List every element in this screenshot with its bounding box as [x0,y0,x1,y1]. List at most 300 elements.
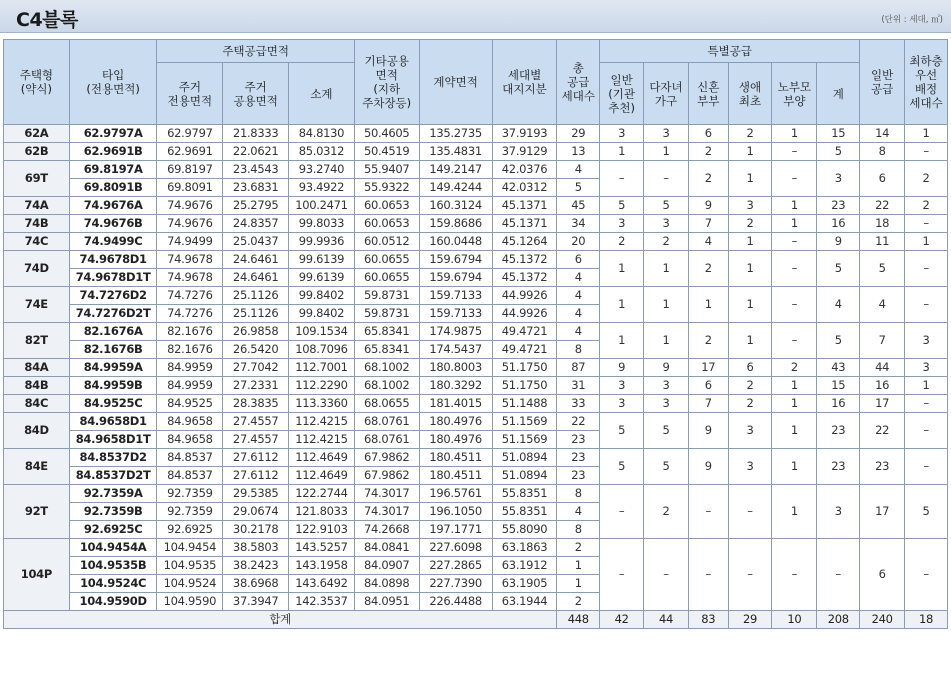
other-common-cell: 55.9322 [354,179,419,197]
sp-sum-cell: 9 [817,233,860,251]
header-private-area: 주거 전용면적 [157,63,223,125]
general-supply-cell: 17 [860,395,905,413]
type-cell: 84.9658D1 [69,413,157,431]
land-share-cell: 42.0312 [492,179,557,197]
sp-elder-cell: – [772,161,817,197]
private-area-cell: 62.9691 [157,143,223,161]
type-cell: 74.9676A [69,197,157,215]
type-cell: 74.7276D2 [69,287,157,305]
other-common-cell: 60.0655 [354,251,419,269]
type-cell: 104.9590D [69,593,157,611]
common-area-cell: 25.0437 [223,233,289,251]
sp-newlywed-cell: 6 [688,125,728,143]
sp-elder-cell: 2 [772,359,817,377]
sp-newlywed-cell: 2 [688,323,728,359]
common-area-cell: 27.4557 [223,413,289,431]
sp-multichild-cell: 1 [644,323,689,359]
other-common-cell: 74.3017 [354,485,419,503]
sp-elder-cell: – [772,251,817,287]
subtotal-cell: 143.5257 [289,539,355,557]
sp-first-home-cell: 1 [728,251,772,287]
sp-sum-cell: 23 [817,413,860,449]
house-type-cell: 84B [4,377,70,395]
sp-newlywed-cell: 9 [688,449,728,485]
sp-sum-cell: 16 [817,395,860,413]
land-share-cell: 45.1264 [492,233,557,251]
contract-area-cell: 180.8003 [419,359,492,377]
subtotal-cell: 99.8402 [289,305,355,323]
supply-count-cell: 33 [557,395,600,413]
sp-multichild-cell: 3 [644,395,689,413]
table-row [4,143,948,161]
sp-first-home-cell: 1 [728,323,772,359]
sp-newlywed-cell: – [688,539,728,611]
top-floor-cell: – [905,215,948,233]
common-area-cell: 28.3835 [223,395,289,413]
sp-general-cell: 1 [600,323,644,359]
sp-general-cell: 3 [600,125,644,143]
total-special-cell: 42 [600,611,644,629]
supply-count-cell: 1 [557,557,600,575]
sp-general-cell: 5 [600,449,644,485]
common-area-cell: 26.9858 [223,323,289,341]
subtotal-cell: 99.9936 [289,233,355,251]
subtotal-cell: 108.7096 [289,341,355,359]
private-area-cell: 82.1676 [157,323,223,341]
other-common-cell: 59.8731 [354,305,419,323]
sp-sum-cell: 3 [817,161,860,197]
private-area-cell: 84.9959 [157,359,223,377]
type-cell: 92.7359A [69,485,157,503]
subtotal-cell: 112.2290 [289,377,355,395]
top-floor-cell: 1 [905,125,948,143]
common-area-cell: 38.6968 [223,575,289,593]
other-common-cell: 68.0655 [354,395,419,413]
land-share-cell: 45.1372 [492,251,557,269]
supply-count-cell: 4 [557,161,600,179]
other-common-cell: 50.4605 [354,125,419,143]
type-cell: 62.9797A [69,125,157,143]
sp-multichild-cell: 3 [644,377,689,395]
common-area-cell: 38.5803 [223,539,289,557]
common-area-cell: 25.1126 [223,287,289,305]
total-label: 합계 [4,611,557,629]
common-area-cell: 24.6461 [223,251,289,269]
supply-count-cell: 34 [557,215,600,233]
supply-count-cell: 2 [557,539,600,557]
sp-multichild-cell: 9 [644,359,689,377]
other-common-cell: 84.0898 [354,575,419,593]
sp-general-cell: 1 [600,143,644,161]
supply-count-cell: 4 [557,323,600,341]
private-area-cell: 74.9676 [157,197,223,215]
general-supply-cell: 17 [860,485,905,539]
total-supply-cell: 448 [557,611,600,629]
private-area-cell: 74.9676 [157,215,223,233]
common-area-cell: 23.6831 [223,179,289,197]
sp-elder-cell: 1 [772,215,817,233]
private-area-cell: 104.9590 [157,593,223,611]
sp-sum-cell: 15 [817,125,860,143]
sp-multichild-cell: 5 [644,413,689,449]
common-area-cell: 26.5420 [223,341,289,359]
sp-general-cell: 9 [600,359,644,377]
total-row [4,611,948,629]
sp-newlywed-cell: 6 [688,377,728,395]
header-general-supply: 일반 공급 [860,40,905,125]
sp-sum-cell: – [817,539,860,611]
general-supply-cell: 22 [860,197,905,215]
sp-general-cell: 5 [600,197,644,215]
contract-area-cell: 196.5761 [419,485,492,503]
header-sp-newlywed: 신혼 부부 [688,63,728,125]
general-supply-cell: 8 [860,143,905,161]
table-row [4,377,948,395]
contract-area-cell: 160.0448 [419,233,492,251]
subtotal-cell: 112.4649 [289,467,355,485]
common-area-cell: 27.6112 [223,449,289,467]
private-area-cell: 84.9658 [157,413,223,431]
header-sp-general: 일반 (기관 추천) [600,63,644,125]
sp-first-home-cell: 1 [728,143,772,161]
other-common-cell: 60.0653 [354,197,419,215]
subtotal-cell: 122.9103 [289,521,355,539]
header-contract-area: 계약면적 [419,40,492,125]
land-share-cell: 51.1488 [492,395,557,413]
sp-sum-cell: 3 [817,485,860,539]
contract-area-cell: 180.4976 [419,431,492,449]
total-special-cell: 10 [772,611,817,629]
sp-multichild-cell: 2 [644,485,689,539]
table-row [4,233,948,251]
sp-general-cell: – [600,161,644,197]
sp-multichild-cell: 1 [644,143,689,161]
type-cell: 84.9959B [69,377,157,395]
sp-first-home-cell: 1 [728,287,772,323]
sp-general-cell: 1 [600,251,644,287]
subtotal-cell: 142.3537 [289,593,355,611]
top-floor-cell: 3 [905,323,948,359]
sp-first-home-cell: 3 [728,449,772,485]
general-supply-cell: 23 [860,449,905,485]
top-floor-cell: 1 [905,233,948,251]
type-cell: 69.8197A [69,161,157,179]
contract-area-cell: 159.6794 [419,251,492,269]
house-type-cell: 74B [4,215,70,233]
private-area-cell: 74.7276 [157,305,223,323]
table-row [4,395,948,413]
header-type: 타입 (전용면적) [69,40,157,125]
common-area-cell: 30.2178 [223,521,289,539]
general-supply-cell: 16 [860,377,905,395]
table-row [4,125,948,143]
private-area-cell: 92.7359 [157,503,223,521]
top-floor-cell: 2 [905,161,948,197]
common-area-cell: 29.5385 [223,485,289,503]
contract-area-cell: 180.4511 [419,449,492,467]
sp-newlywed-cell: 2 [688,143,728,161]
sp-newlywed-cell: 4 [688,233,728,251]
table-row [4,197,948,215]
sp-elder-cell: – [772,323,817,359]
total-top-floor-cell: 18 [905,611,948,629]
common-area-cell: 24.8357 [223,215,289,233]
table-row [4,485,948,503]
sp-general-cell: 3 [600,377,644,395]
header-supply-area: 주택공급면적 [157,40,354,63]
land-share-cell: 49.4721 [492,341,557,359]
land-share-cell: 44.9926 [492,287,557,305]
private-area-cell: 74.9499 [157,233,223,251]
land-share-cell: 51.0894 [492,449,557,467]
other-common-cell: 67.9862 [354,467,419,485]
supply-count-cell: 6 [557,251,600,269]
supply-count-cell: 5 [557,179,600,197]
subtotal-cell: 93.4922 [289,179,355,197]
sp-general-cell: – [600,485,644,539]
sp-sum-cell: 4 [817,287,860,323]
type-cell: 104.9524C [69,575,157,593]
type-cell: 74.7276D2T [69,305,157,323]
private-area-cell: 92.7359 [157,485,223,503]
house-type-cell: 84C [4,395,70,413]
land-share-cell: 51.1569 [492,413,557,431]
other-common-cell: 60.0653 [354,215,419,233]
sp-first-home-cell: 3 [728,413,772,449]
land-share-cell: 42.0376 [492,161,557,179]
sp-multichild-cell: 1 [644,251,689,287]
sp-elder-cell: 1 [772,449,817,485]
sp-newlywed-cell: 2 [688,251,728,287]
header-land-share: 세대별 대지지분 [492,40,557,125]
private-area-cell: 84.9525 [157,395,223,413]
other-common-cell: 50.4519 [354,143,419,161]
common-area-cell: 24.6461 [223,269,289,287]
other-common-cell: 74.3017 [354,503,419,521]
land-share-cell: 45.1371 [492,197,557,215]
header-subtotal: 소계 [289,63,355,125]
sp-sum-cell: 5 [817,323,860,359]
other-common-cell: 60.0655 [354,269,419,287]
sp-multichild-cell: 2 [644,233,689,251]
general-supply-cell: 7 [860,323,905,359]
supply-count-cell: 13 [557,143,600,161]
subtotal-cell: 100.2471 [289,197,355,215]
type-cell: 74.9499C [69,233,157,251]
sp-general-cell: 1 [600,287,644,323]
other-common-cell: 68.0761 [354,413,419,431]
contract-area-cell: 226.4488 [419,593,492,611]
type-cell: 84.8537D2 [69,449,157,467]
header-sp-first-home: 생애 최초 [728,63,772,125]
private-area-cell: 62.9797 [157,125,223,143]
subtotal-cell: 99.6139 [289,269,355,287]
top-floor-cell: – [905,539,948,611]
other-common-cell: 55.9407 [354,161,419,179]
land-share-cell: 37.9193 [492,125,557,143]
house-type-cell: 82T [4,323,70,359]
land-share-cell: 51.0894 [492,467,557,485]
type-cell: 62.9691B [69,143,157,161]
private-area-cell: 104.9535 [157,557,223,575]
private-area-cell: 92.6925 [157,521,223,539]
common-area-cell: 38.2423 [223,557,289,575]
table-row [4,539,948,557]
sp-multichild-cell: 3 [644,125,689,143]
subtotal-cell: 112.4215 [289,431,355,449]
house-type-cell: 69T [4,161,70,197]
land-share-cell: 63.1863 [492,539,557,557]
common-area-cell: 27.7042 [223,359,289,377]
subtotal-cell: 143.1958 [289,557,355,575]
contract-area-cell: 159.7133 [419,287,492,305]
sp-elder-cell: – [772,287,817,323]
sp-general-cell: 2 [600,233,644,251]
general-supply-cell: 5 [860,251,905,287]
subtotal-cell: 121.8033 [289,503,355,521]
title-bar [0,0,951,33]
sp-elder-cell: 1 [772,413,817,449]
contract-area-cell: 180.4511 [419,467,492,485]
type-cell: 84.9959A [69,359,157,377]
type-cell: 104.9535B [69,557,157,575]
common-area-cell: 27.2331 [223,377,289,395]
type-cell: 104.9454A [69,539,157,557]
general-supply-cell: 6 [860,539,905,611]
other-common-cell: 59.8731 [354,287,419,305]
sp-newlywed-cell: 17 [688,359,728,377]
header-sp-elder-support: 노부모 부양 [772,63,817,125]
land-share-cell: 45.1371 [492,215,557,233]
general-supply-cell: 18 [860,215,905,233]
contract-area-cell: 227.7390 [419,575,492,593]
sp-newlywed-cell: 9 [688,413,728,449]
contract-area-cell: 174.9875 [419,323,492,341]
sp-first-home-cell: 3 [728,197,772,215]
land-share-cell: 51.1569 [492,431,557,449]
table-row [4,251,948,269]
sp-first-home-cell: – [728,539,772,611]
sp-sum-cell: 23 [817,449,860,485]
other-common-cell: 84.0951 [354,593,419,611]
type-cell: 74.9678D1 [69,251,157,269]
general-supply-cell: 4 [860,287,905,323]
private-area-cell: 84.8537 [157,467,223,485]
other-common-cell: 74.2668 [354,521,419,539]
sp-elder-cell: – [772,143,817,161]
supply-table [3,39,948,629]
other-common-cell: 68.0761 [354,431,419,449]
contract-area-cell: 135.2735 [419,125,492,143]
sp-multichild-cell: – [644,539,689,611]
common-area-cell: 27.6112 [223,467,289,485]
other-common-cell: 65.8341 [354,341,419,359]
supply-count-cell: 45 [557,197,600,215]
land-share-cell: 55.8090 [492,521,557,539]
sp-general-cell: 3 [600,215,644,233]
top-floor-cell: 5 [905,485,948,539]
table-row [4,449,948,467]
sp-first-home-cell: 2 [728,125,772,143]
supply-count-cell: 8 [557,341,600,359]
other-common-cell: 60.0512 [354,233,419,251]
land-share-cell: 45.1372 [492,269,557,287]
land-share-cell: 51.1750 [492,377,557,395]
supply-count-cell: 29 [557,125,600,143]
sp-general-cell: – [600,539,644,611]
sp-newlywed-cell: 7 [688,215,728,233]
common-area-cell: 27.4557 [223,431,289,449]
total-special-cell: 29 [728,611,772,629]
type-cell: 84.9658D1T [69,431,157,449]
other-common-cell: 84.0841 [354,539,419,557]
sp-sum-cell: 15 [817,377,860,395]
sp-elder-cell: – [772,539,817,611]
supply-count-cell: 31 [557,377,600,395]
top-floor-cell: – [905,413,948,449]
supply-count-cell: 2 [557,593,600,611]
total-special-cell: 44 [644,611,689,629]
type-cell: 74.9676B [69,215,157,233]
house-type-cell: 62A [4,125,70,143]
supply-count-cell: 4 [557,287,600,305]
table-row [4,359,948,377]
table-row [4,215,948,233]
top-floor-cell: 3 [905,359,948,377]
sp-elder-cell: – [772,233,817,251]
subtotal-cell: 143.6492 [289,575,355,593]
sp-newlywed-cell: 1 [688,287,728,323]
contract-area-cell: 181.4015 [419,395,492,413]
general-supply-cell: 11 [860,233,905,251]
sp-multichild-cell: 3 [644,215,689,233]
top-floor-cell: – [905,395,948,413]
sp-sum-cell: 5 [817,143,860,161]
supply-count-cell: 8 [557,521,600,539]
common-area-cell: 37.3947 [223,593,289,611]
subtotal-cell: 112.7001 [289,359,355,377]
common-area-cell: 21.8333 [223,125,289,143]
subtotal-cell: 113.3360 [289,395,355,413]
table-row [4,323,948,341]
table-body [4,125,948,629]
other-common-cell: 68.1002 [354,377,419,395]
unit-note: (단위 : 세대, ㎡) [881,15,943,25]
house-type-cell: 62B [4,143,70,161]
common-area-cell: 25.1126 [223,305,289,323]
sp-multichild-cell: 5 [644,197,689,215]
contract-area-cell: 149.2147 [419,161,492,179]
subtotal-cell: 99.6139 [289,251,355,269]
general-supply-cell: 6 [860,161,905,197]
sp-multichild-cell: 5 [644,449,689,485]
sp-sum-cell: 43 [817,359,860,377]
table-row [4,161,948,179]
contract-area-cell: 159.6794 [419,269,492,287]
sp-sum-cell: 5 [817,251,860,287]
land-share-cell: 44.9926 [492,305,557,323]
private-area-cell: 74.9678 [157,251,223,269]
header-special-supply: 특별공급 [600,40,860,63]
other-common-cell: 65.8341 [354,323,419,341]
header-sp-multichild: 다자녀 가구 [644,63,689,125]
sp-elder-cell: 1 [772,377,817,395]
land-share-cell: 49.4721 [492,323,557,341]
land-share-cell: 37.9129 [492,143,557,161]
subtotal-cell: 93.2740 [289,161,355,179]
private-area-cell: 104.9454 [157,539,223,557]
type-cell: 82.1676B [69,341,157,359]
